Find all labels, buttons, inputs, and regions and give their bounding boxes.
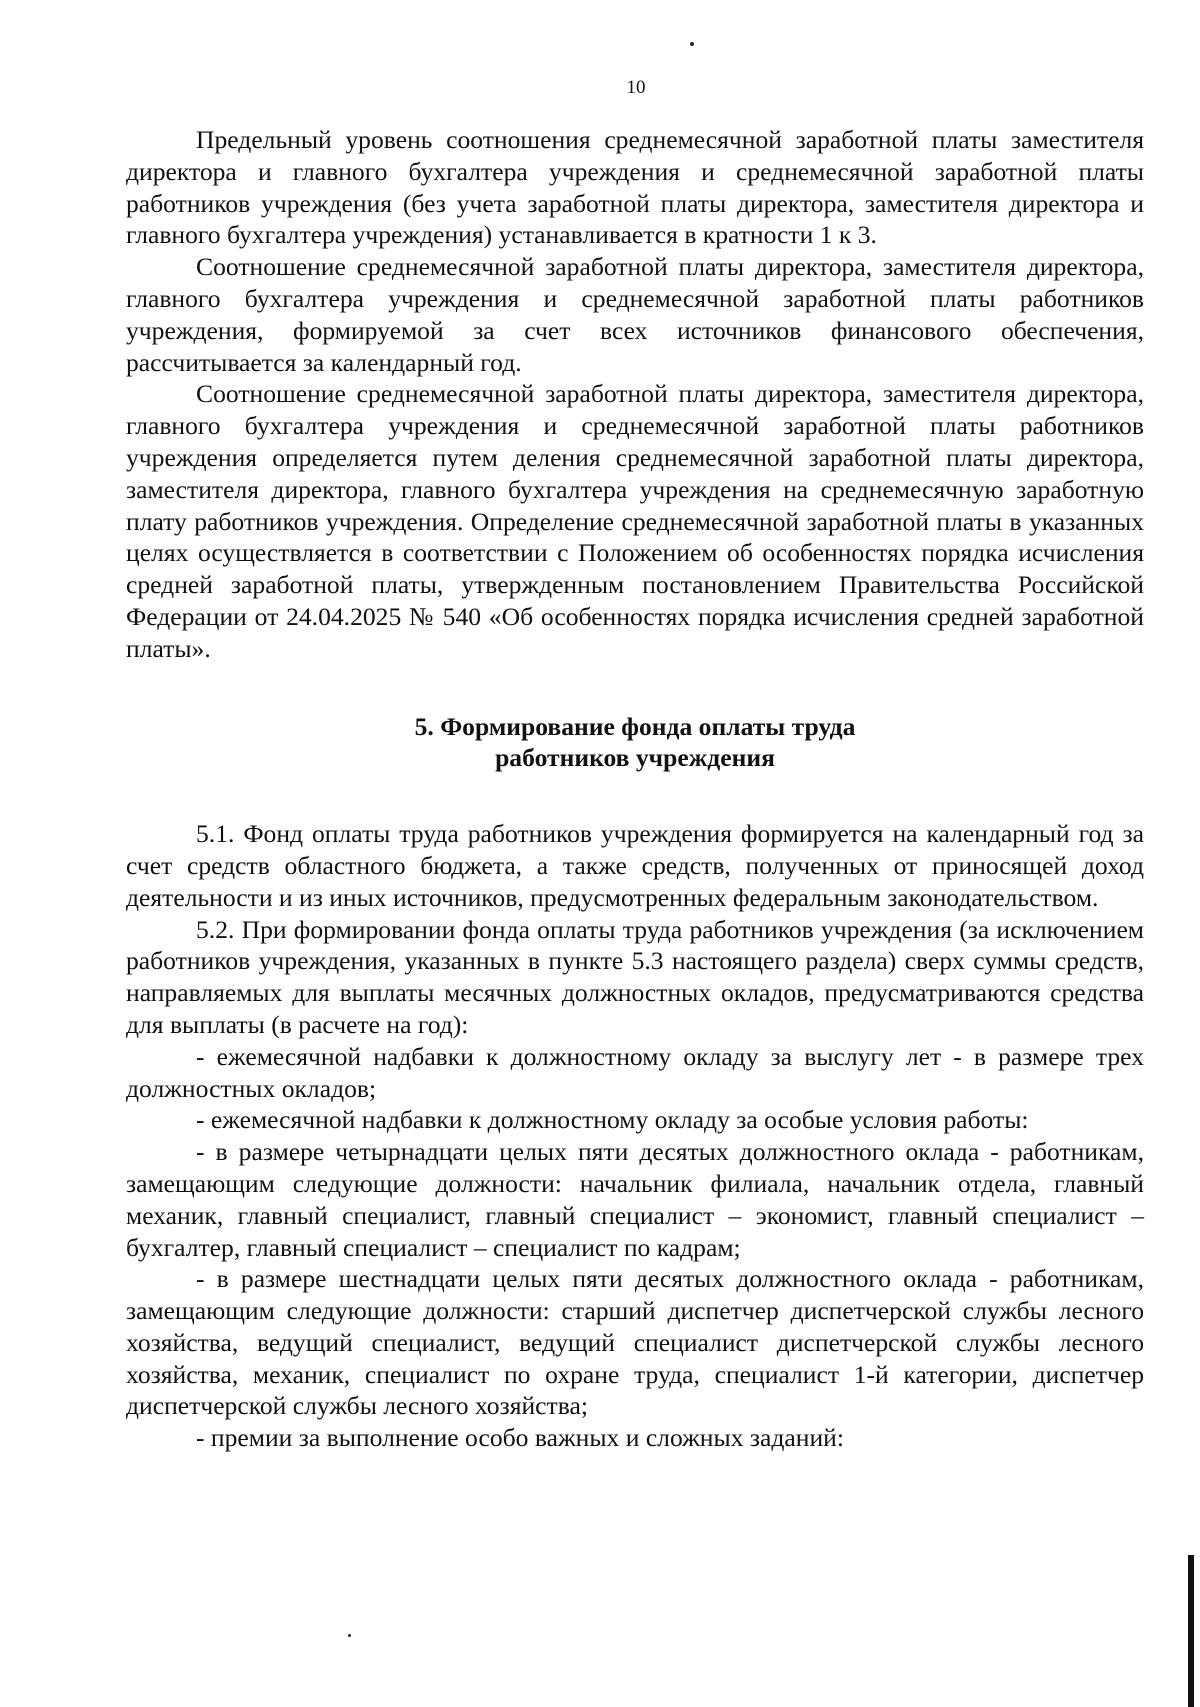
scan-speck: [690, 42, 694, 46]
scan-edge-line: [1188, 1555, 1194, 1707]
list-item: - ежемесячной надбавки к должностному окладу за выслугу лет - в размере трех должностных окладов;: [126, 1041, 1144, 1103]
paragraph: Соотношение среднемесячной заработной платы директора, заместителя директора, главного бухгалтера учреждения и среднемесячной заработной платы работников учреждения, формируемой за счет всех источников финансового обеспечения, рассчитывается за календарный год.: [126, 252, 1144, 377]
paragraph: 5.2. При формировании фонда оплаты труда работников учреждения (за исключением работников учреждения, указанных в пункте 5.3 настоящего раздела) сверх суммы средств, направляемых для выплаты месячных должностных окладов, предусматриваются средства для выплаты (в расчете на год):: [126, 914, 1144, 1039]
list-item: - премии за выполнение особо важных и сложных заданий:: [196, 1423, 844, 1453]
scan-speck: [348, 1634, 351, 1637]
paragraph: Предельный уровень соотношения среднемесячной заработной платы заместителя директора и главного бухгалтера учреждения и среднемесячной заработной платы работников учреждения (без учета заработной платы директора, заместителя директора и главного бухгалтера учреждения) устанавливается в кратности 1 к 3.: [126, 125, 1144, 250]
list-item: - в размере шестнадцати целых пяти десятых должностного оклада - работникам, замещающим следующие должности: старший диспетчер диспетчерской службы лесного хозяйства, ведущий специалист, ведущий специалист диспетчерской службы лесного хозяйства, механик, специалист по охране труда, специалист 1-й категории, диспетчер диспетчерской службы лесного хозяйства;: [126, 1264, 1144, 1421]
document-body: [126, 124, 1144, 1454]
page-number: 10: [626, 77, 646, 98]
section-title-line: 5. Формирование фонда оплаты труда: [414, 711, 856, 741]
paragraph: Соотношение среднемесячной заработной платы директора, заместителя директора, главного бухгалтера учреждения и среднемесячной заработной платы работников учреждения определяется путем деления среднемесячной заработной платы директора, заместителя директора, главного бухгалтера учреждения на среднемесячную заработную плату работников учреждения. Определение среднемесячной заработной платы в указанных целях осуществляется в соответствии с Положением об особенностях порядка исчисления средней заработной платы, утвержденным постановлением Правительства Российской Федерации от 24.04.2025 № 540 «Об особенностях порядка исчисления средней заработной платы».: [126, 379, 1144, 663]
section-title-line: работников учреждения: [495, 743, 775, 773]
list-item: - ежемесячной надбавки к должностному окладу за особые условия работы:: [196, 1105, 1029, 1135]
section-title: [126, 711, 1144, 775]
paragraph: 5.1. Фонд оплаты труда работников учреждения формируется на календарный год за счет средств областного бюджета, а также средств, полученных от приносящей доход деятельности и из иных источников, предусмотренных федеральным законодательством.: [126, 819, 1144, 912]
list-item: - в размере четырнадцати целых пяти десятых должностного оклада - работникам, замещающим следующие должности: начальник филиала, начальник отдела, главный механик, главный специалист, главный специалист – экономист, главный специалист – бухгалтер, главный специалист – специалист по кадрам;: [126, 1137, 1144, 1262]
